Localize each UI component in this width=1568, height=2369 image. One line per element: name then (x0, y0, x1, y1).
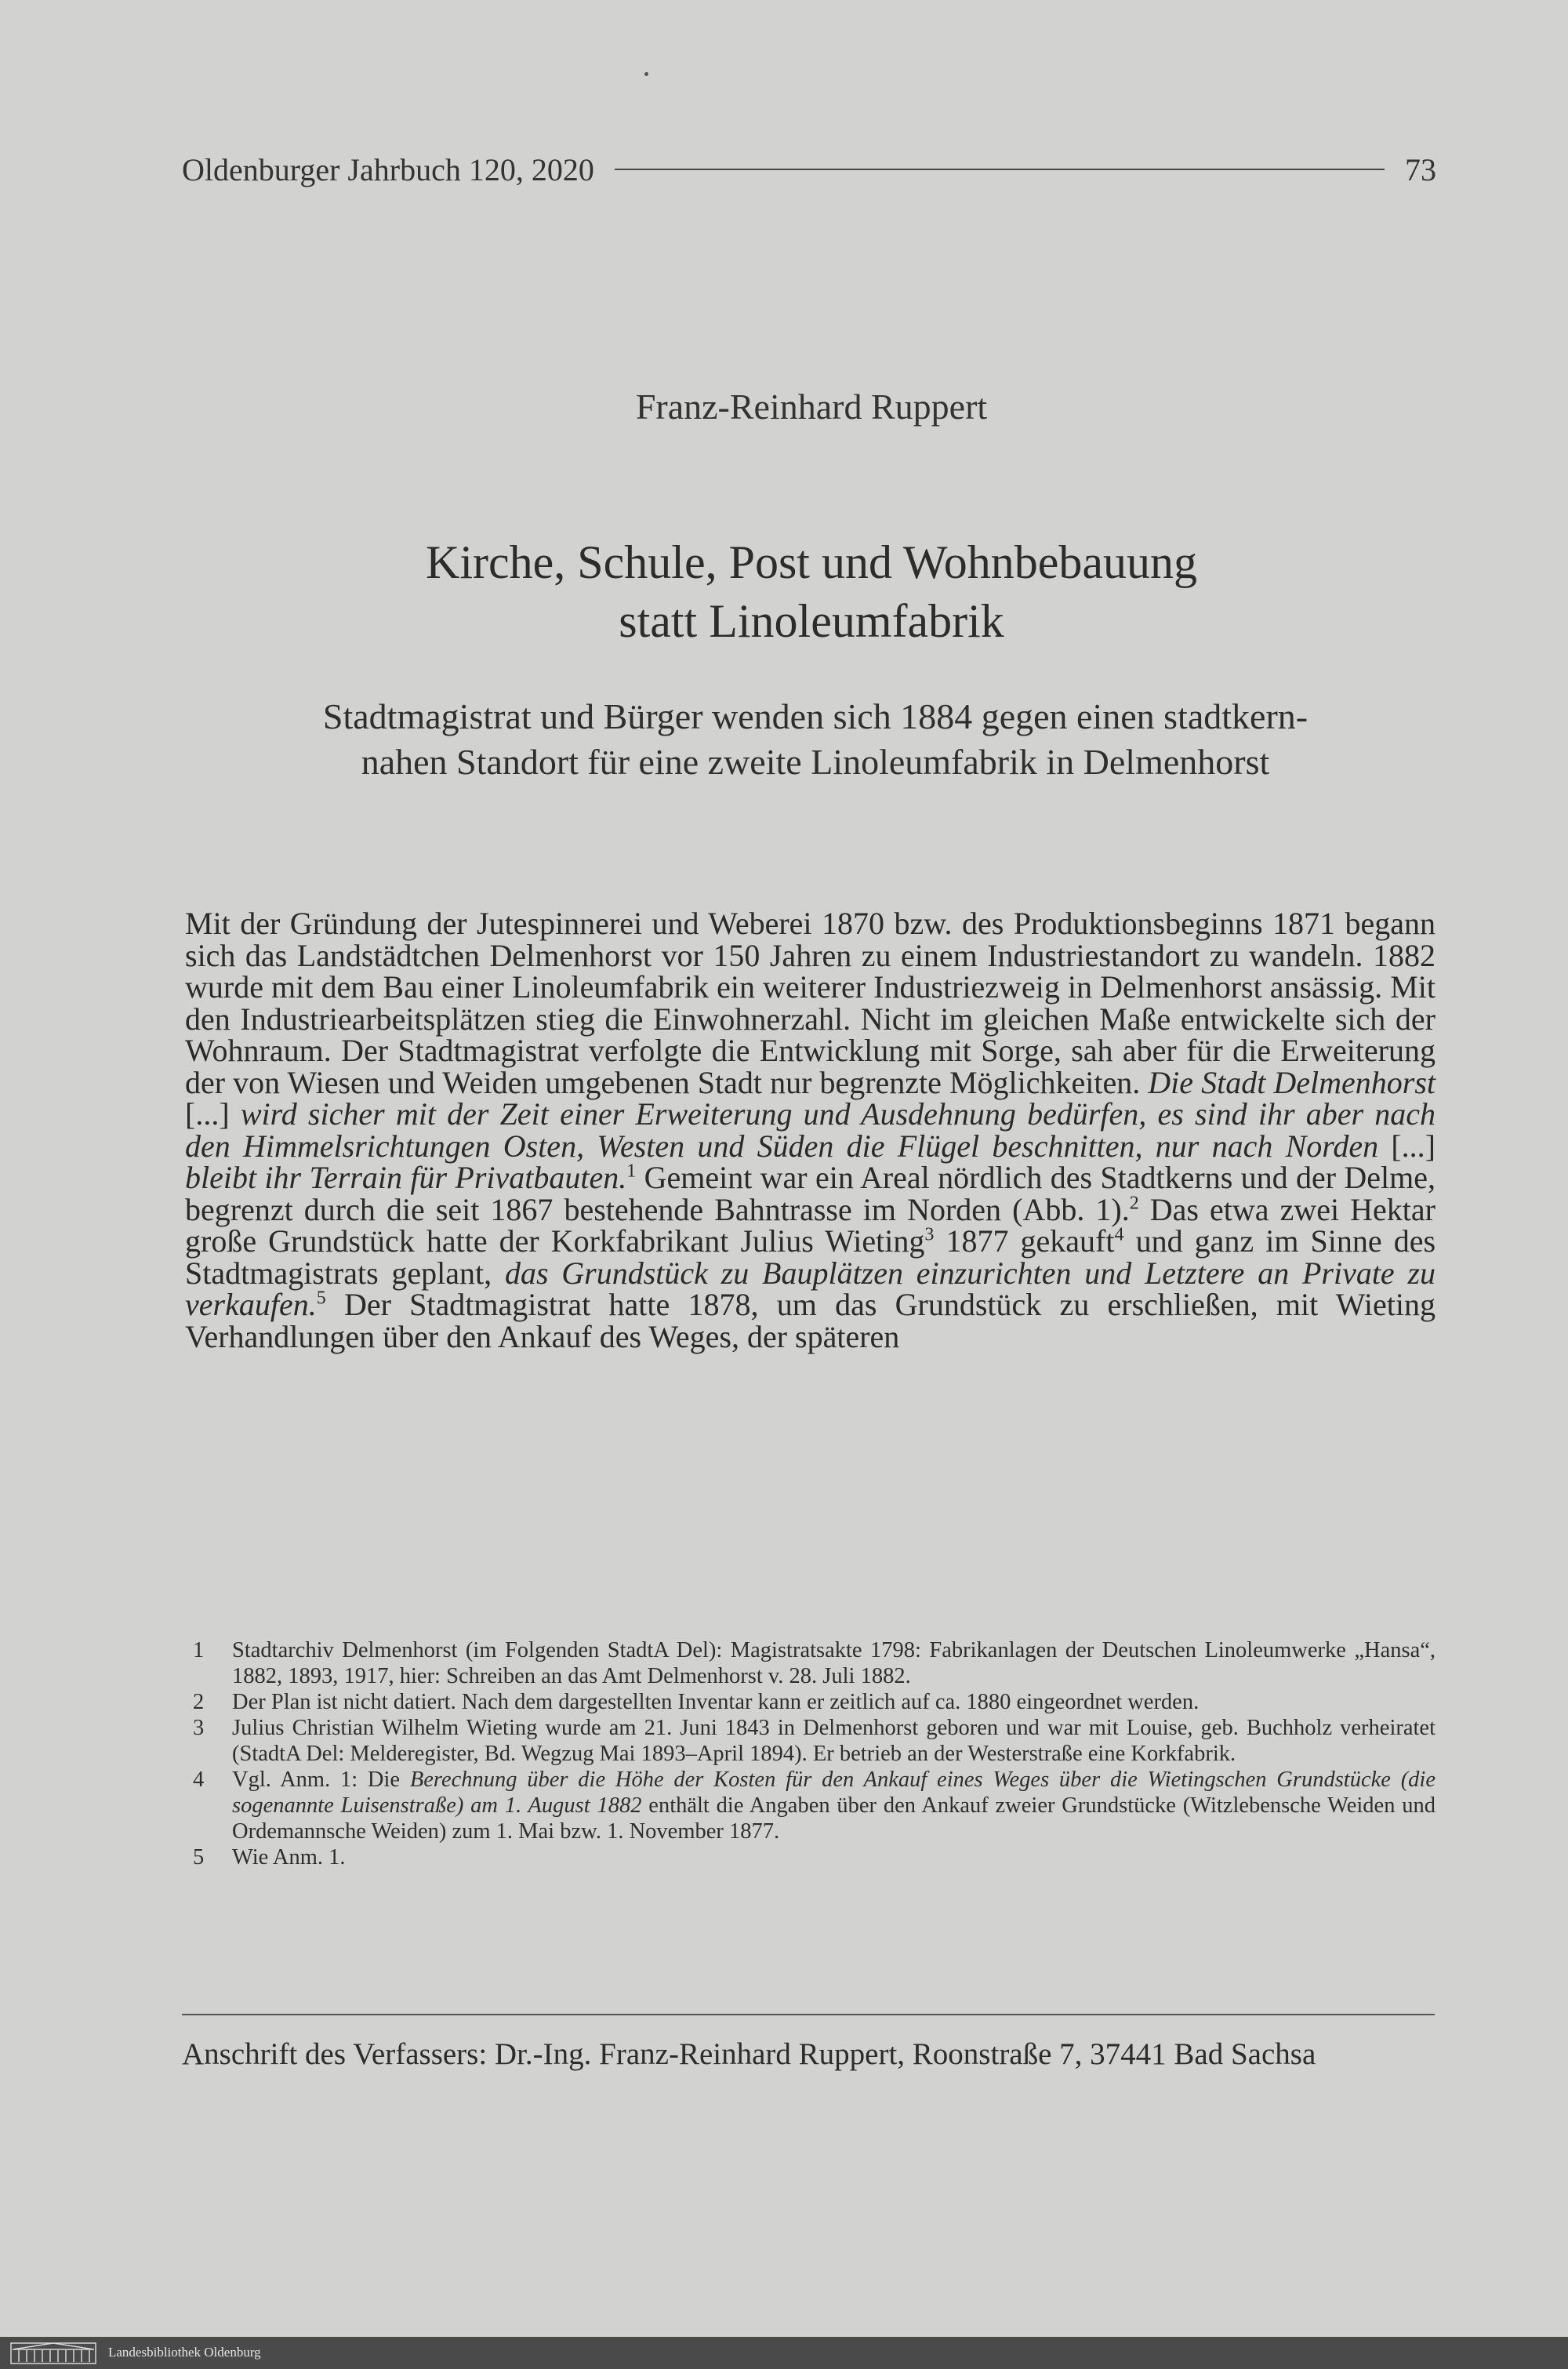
footnote-ref-2[interactable]: 2 (1129, 1193, 1139, 1214)
footnote-text-pre: Vgl. Anm. 1: Die (232, 1768, 401, 1792)
quote-1a: Die Stadt Delmenhorst (1148, 1064, 1436, 1100)
quote-1b: wird sicher mit der Zeit einer Erweiterung und Ausdehnung bedürfen, es sind ihr aber nach den Himmelsrichtungen Osten, Westen und Süden die Flügel beschnitten, nur nach Norden (185, 1096, 1436, 1164)
article-title (0, 533, 1568, 651)
page-number: 73 (1405, 151, 1436, 187)
library-name[interactable]: Landesbibliothek Oldenburg (108, 2345, 261, 2360)
footnote (193, 1715, 1436, 1767)
footnote-text: Julius Christian Wilhelm Wieting wurde am 21. Juni 1843 in Delmenhorst geboren und war mit Louise, geb. Buchholz verheiratet (StadtA Del: Melderegister, Bd. Wegzug Mai 1893–April 1894). Er betrieb an der Westerstraße eine Korkfabrik. (232, 1716, 1436, 1766)
body-text-3: Das etwa zwei Hektar große Grundstück hatte der Korkfabrikant Julius Wieting (185, 1191, 1436, 1259)
footnote-number: 5 (193, 1845, 205, 1869)
author: Franz-Reinhard Ruppert (635, 387, 988, 427)
footnote-ref-1[interactable]: 1 (626, 1161, 637, 1182)
journal-title: Oldenburger Jahrbuch 120, 2020 (182, 151, 594, 187)
header-rule (615, 169, 1385, 170)
footnote (193, 1767, 1436, 1844)
footnote-text-italic: Berechnung über die Höhe der Kosten für den Ankauf eines Weges über die Wietingschen Grundstücke (die sogenannte Luisenstraße) am 1. August 1882 (232, 1768, 1436, 1818)
footnote-text-post: enthält die Angaben über den Ankauf zweier Grundstücke (Witzlebensche Weiden und Ordemannsche Weiden) zum 1. Mai bzw. 1. November 1877. (232, 1793, 1436, 1844)
address-rule (182, 2014, 1435, 2015)
footnote-number: 3 (193, 1716, 205, 1740)
title-line-2: statt Linoleumfabrik (619, 595, 1004, 647)
quote-2: das Grundstück zu Bauplätzen einzurichten und Letztere an Private zu verkaufen. (185, 1255, 1436, 1322)
footnote-ref-5[interactable]: 5 (316, 1288, 326, 1309)
author-address: Anschrift des Verfassers: Dr.-Ing. Franz-Reinhard Ruppert, Roonstraße 7, 37441 Bad Sachsa (182, 2037, 1316, 2071)
footnote-number: 4 (193, 1768, 205, 1792)
body-text-5: und ganz im Sinne des Stadtmagistrats geplant, (185, 1223, 1436, 1291)
footnote (193, 1689, 1436, 1715)
running-head (182, 146, 1436, 193)
body-text-2: Gemeint war ein Areal nördlich des Stadtkerns und der Delme, begrenzt durch die seit 1867 bestehende Bahntrasse im Norden (Abb. 1). (185, 1160, 1436, 1227)
ellipsis-1: [...] (185, 1096, 230, 1132)
footnote-text: Der Plan ist nicht datiert. Nach dem dargestellten Inventar kann er zeitlich auf ca. 1880 eingeordnet werden. (232, 1690, 1200, 1714)
title-line-1: Kirche, Schule, Post und Wohnbebauung (426, 536, 1197, 588)
subtitle-line-2: nahen Standort für eine zweite Linoleumfabrik in Delmenhorst (361, 742, 1270, 782)
footnote-text: Stadtarchiv Delmenhorst (im Folgenden StadtA Del): Magistratsakte 1798: Fabrikanlagen der Deutschen Linoleumwerke „Hansa“, 1882, 1893, 1917, hier: Schreiben an das Amt Delmenhorst v. 28. Juli 1882. (232, 1638, 1436, 1688)
footnote-text (232, 1767, 1436, 1844)
footnote (193, 1844, 1436, 1870)
library-building-icon (9, 2340, 97, 2365)
footnote (193, 1637, 1436, 1689)
footnote-ref-3[interactable]: 3 (924, 1224, 935, 1245)
speck (644, 72, 648, 76)
footnote-number: 1 (193, 1638, 205, 1662)
footnote-text: Wie Anm. 1. (232, 1845, 346, 1869)
footnote-number: 2 (193, 1690, 205, 1714)
body-text-6: Der Stadtmagistrat hatte 1878, um das Grundstück zu erschließen, mit Wieting Verhandlungen über den Ankauf des Weges, der späteren (185, 1287, 1436, 1354)
footnote-ref-4[interactable]: 4 (1114, 1224, 1124, 1245)
footnotes (193, 1637, 1436, 1870)
article-subtitle (196, 694, 1435, 785)
body-text-4: 1877 gekauft (946, 1223, 1115, 1259)
body-paragraph (185, 908, 1436, 1353)
footer-bar (0, 2337, 1568, 2369)
ellipsis-2: [...] (1391, 1128, 1436, 1164)
body-text-1: Mit der Gründung der Jutespinnerei und Weberei 1870 bzw. des Produktionsbeginns 1871 begann sich das Landstädtchen Delmenhorst vor 150 Jahren zu einem Industriestandort zu wandeln. 1882 wurde mit dem Bau einer Linoleumfabrik ein weiterer Industriezweig in Delmenhorst ansässig. Mit den Industriearbeitsplätzen stieg die Einwohnerzahl. Nicht im gleichen Maße entwickelte sich der Wohnraum. Der Stadtmagistrat verfolgte die Entwicklung mit Sorge, sah aber für die Erweiterung der von Wiesen und Weiden umgebenen Stadt nur begrenzte Möglichkeiten. (185, 906, 1436, 1100)
subtitle-line-1: Stadtmagistrat und Bürger wenden sich 1884 gegen einen stadtkern- (322, 696, 1308, 736)
quote-1c: bleibt ihr Terrain für Privatbauten. (185, 1160, 627, 1195)
